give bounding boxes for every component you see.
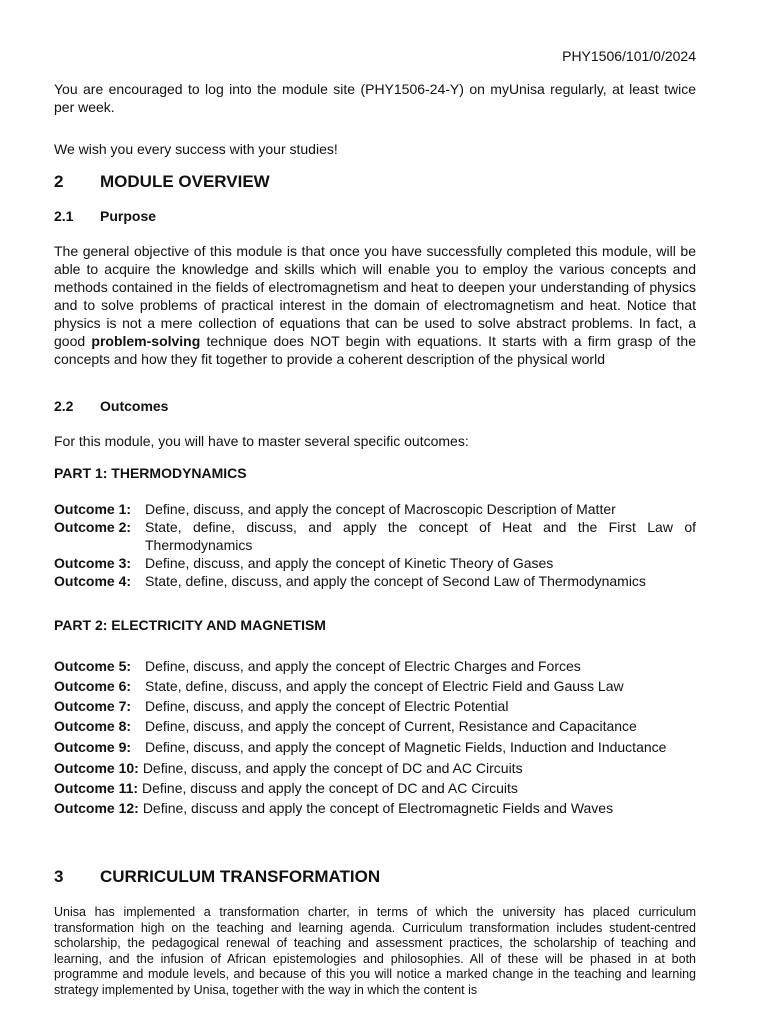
outcome-label: Outcome 9: (54, 739, 132, 755)
outcome-text: State, define, discuss, and apply the concept of Second Law of Thermodynamics (145, 573, 646, 589)
outcome-item (54, 717, 696, 735)
outcome-label: Outcome 7: (54, 698, 132, 714)
part-1-outcome-list (54, 500, 696, 590)
outcome-item (54, 697, 696, 715)
purpose-text-2: technique does NOT begin with equations. It starts with a firm grasp of the concepts and how they fit together to provide a coherent description of the physical world (54, 333, 696, 367)
section-title: CURRICULUM TRANSFORMATION (100, 867, 381, 886)
section-number: 2 (54, 172, 64, 191)
outcome-label: Outcome 6: (54, 678, 132, 694)
outcome-item (54, 779, 696, 797)
purpose-paragraph (54, 242, 696, 368)
outcome-text: Define, discuss, and apply the concept of Kinetic Theory of Gases (145, 555, 554, 571)
outcome-label: Outcome 4: (54, 573, 132, 589)
outcome-item (54, 677, 696, 695)
outcome-text: Define, discuss, and apply the concept of DC and AC Circuits (142, 760, 523, 776)
outcome-item (54, 799, 696, 817)
outcome-label: Outcome 12: (54, 800, 139, 816)
outcome-label: Outcome 1: (54, 501, 132, 517)
part-2-title: PART 2: ELECTRICITY AND MAGNETISM (54, 617, 326, 633)
wish-paragraph: We wish you every success with your studies! (54, 141, 338, 157)
document-reference: PHY1506/101/0/2024 (562, 48, 696, 64)
outcome-label: Outcome 8: (54, 718, 132, 734)
outcomes-heading (54, 398, 696, 414)
outcome-text: Define, discuss, and apply the concept of Macroscopic Description of Matter (145, 501, 616, 517)
section-3-heading (54, 867, 696, 887)
section-number: 3 (54, 867, 64, 886)
outcome-text: Define, discuss and apply the concept of DC and AC Circuits (142, 780, 518, 796)
subsection-number: 2.2 (54, 398, 74, 414)
outcome-label: Outcome 10: (54, 760, 139, 776)
part-1-title: PART 1: THERMODYNAMICS (54, 465, 247, 481)
subsection-number: 2.1 (54, 208, 74, 224)
outcome-label: Outcome 2: (54, 519, 132, 535)
outcome-label: Outcome 11: (54, 780, 139, 796)
outcome-item (54, 518, 696, 554)
outcome-text: Define, discuss, and apply the concept of Electric Potential (145, 698, 509, 714)
outcomes-intro: For this module, you will have to master several specific outcomes: (54, 433, 469, 449)
outcome-item (54, 554, 696, 572)
intro-paragraph: You are encouraged to log into the module site (PHY1506-24-Y) on myUnisa regularly, at least twice per week. (54, 81, 696, 115)
section-title: MODULE OVERVIEW (100, 172, 270, 191)
outcome-text: Define, discuss, and apply the concept of Magnetic Fields, Induction and Inductance (145, 739, 667, 755)
outcome-text: State, define, discuss, and apply the concept of Heat and the First Law of Thermodynamics (145, 519, 696, 553)
curriculum-paragraph: Unisa has implemented a transformation charter, in terms of which the university has placed curriculum transformation high on the teaching and learning agenda. Curriculum transformation includes student-centred scholarship, the pedagogical renewal of teaching and assessment practices, the scholarship of teaching and learning, and the infusion of African epistemologies and philosophies. All of these will be phased in at both programme and module levels, and because of this you will notice a marked change in the teaching and learning strategy implemented by Unisa, together with the way in which the content is (54, 905, 696, 997)
outcome-item (54, 657, 696, 675)
outcome-text: Define, discuss, and apply the concept of Electric Charges and Forces (145, 658, 581, 674)
outcome-item (54, 500, 696, 518)
outcome-text: Define, discuss and apply the concept of Electromagnetic Fields and Waves (142, 800, 614, 816)
outcome-item (54, 572, 696, 590)
outcome-text: State, define, discuss, and apply the concept of Electric Field and Gauss Law (145, 678, 624, 694)
outcome-item (54, 737, 696, 757)
outcome-label: Outcome 5: (54, 658, 132, 674)
subsection-title: Outcomes (100, 398, 169, 414)
purpose-heading (54, 208, 696, 224)
purpose-bold-term: problem-solving (91, 333, 201, 349)
outcome-item (54, 759, 696, 777)
outcome-text: Define, discuss, and apply the concept of Current, Resistance and Capacitance (145, 718, 637, 734)
section-2-heading (54, 172, 696, 192)
purpose-text-1: The general objective of this module is that once you have successfully completed this module, will be able to acquire the knowledge and skills which will enable you to employ the various concepts and methods contained in the fields of electromagnetism and heat to deepen your understanding of physics and to solve problems of practical interest in the domain of electromagnetism and heat. Notice that physics is not a mere collection of equations that can be used to solve abstract problems. In fact, a good (54, 243, 696, 349)
subsection-title: Purpose (100, 208, 157, 224)
part-2-outcome-list (54, 657, 696, 819)
outcome-label: Outcome 3: (54, 555, 132, 571)
